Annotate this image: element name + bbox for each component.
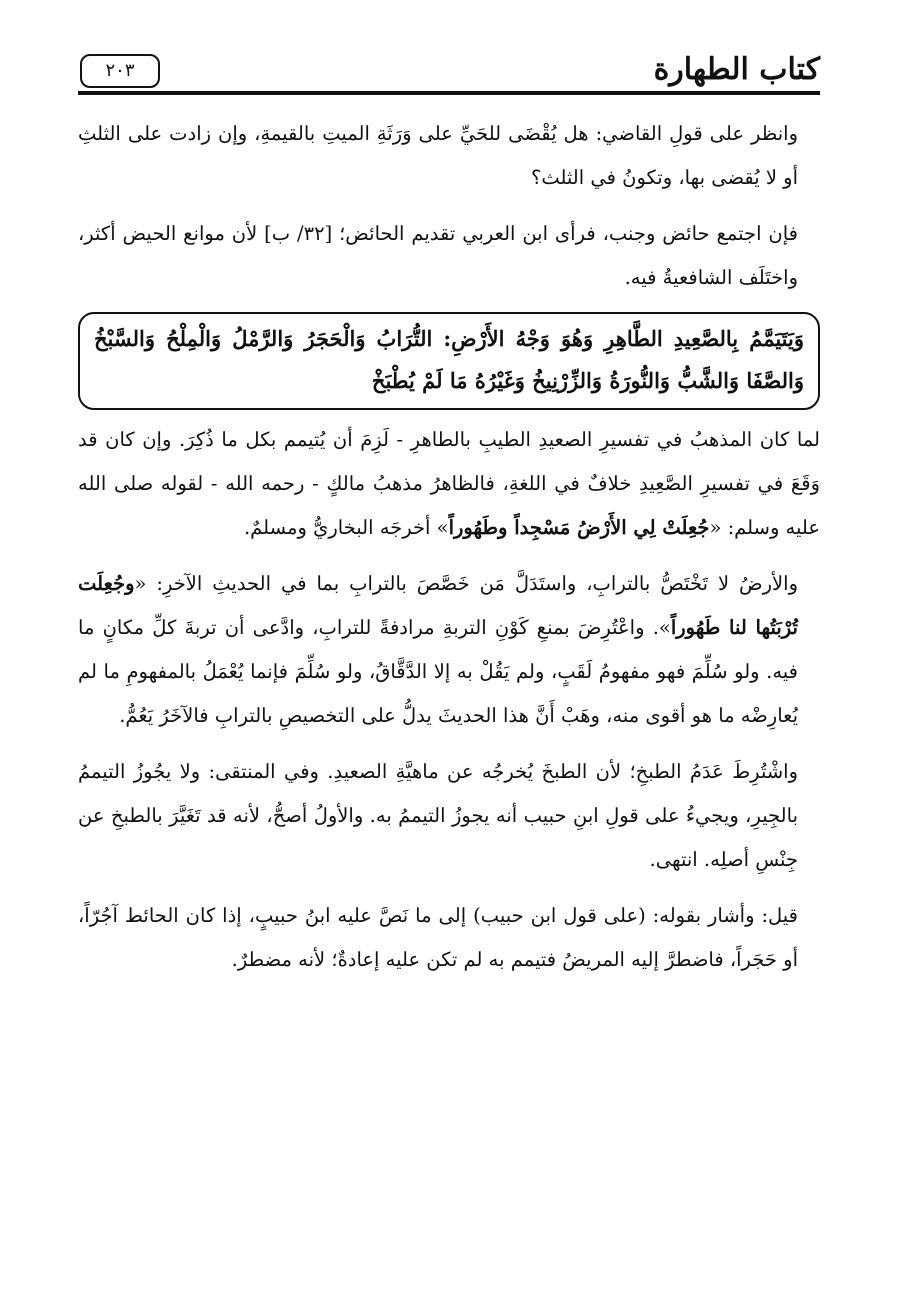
- paragraph: [78, 418, 820, 550]
- paragraph-text: لما كان المذهبُ في تفسيرِ الصعيدِ الطيبِ بالطاهرِ - لَزِمَ أن يُتيمم بكل ما ذُكِرَ. وإن كان قد وَقَعَ في تفسيرِ الصَّعِيدِ خلافٌ في اللغةِ، فالظاهرُ مذهبُ مالكٍ - رحمه الله - لقوله صلى الله عليه وسلم: «: [78, 428, 820, 539]
- paragraph: [78, 562, 820, 738]
- paragraph: وانظر على قولِ القاضي: هل يُقْضَى للحَيِّ على وَرَثَةِ الميتِ بالقيمةِ، وإن زادت على الثلثِ أو لا يُقضى بها، وتكونُ في الثلث؟: [78, 122, 798, 189]
- chapter-title: كتاب الطهارة: [653, 52, 820, 87]
- paragraph-text: ». واعْتُرِضَ بمنعِ كَوْنِ التربةِ مرادفةً للترابِ، وادَّعى أن تربةَ كلِّ مكانٍ ما فيه. ولو سُلِّمَ فهو مفهومُ لَقَبٍ، ولم يَقُلْ به إلا الدَّقَّاقُ، ولو سُلِّمَ فإنما يُعْمَلُ بالمفهومِ ما لم يُعارِضْه ما هو أقوى منه، وهَبْ أَنَّ هذا الحديثَ يدلُّ على التخصيصِ بالترابِ فالآخَرُ يَعُمُّ.: [78, 616, 798, 727]
- paragraph-text: » أخرجَه البخاريُّ ومسلمٌ.: [243, 516, 449, 539]
- hadith-quote: وجُعِلَت تُرْبَتُها لنا طَهُوراً: [78, 572, 798, 639]
- hadith-quote: جُعِلَتْ لِي الأَرْضُ مَسْجِداً وطَهُوراً: [448, 516, 710, 539]
- page-header: [78, 48, 820, 96]
- paragraph-text: والأرضُ لا تَخْتَصُّ بالترابِ، واستَدَلَّ مَن خَصَّصَ بالترابِ بما في الحديثِ الآخرِ: «: [134, 572, 798, 595]
- page-number: ٢٠٣: [80, 54, 160, 88]
- page-body: [78, 112, 820, 982]
- matn-text-box: وَيَتَيَمَّمُ بِالصَّعِيدِ الطَّاهِرِ وَهُوَ وَجْهُ الأَرْضِ: التُّرَابُ وَالْحَجَرُ وَالرَّمْلُ وَالْمِلْحُ وَالسَّبْخُ وَالصَّفَا وَالشَّبُّ وَالنُّورَةُ وَالزِّرْنِيخُ وَغَيْرُهُ مَا لَمْ يُطْبَخْ: [78, 312, 820, 410]
- paragraph: قيل: وأشار بقوله: (على قول ابن حبيب) إلى ما نَصَّ عليه ابنُ حبيبٍ، إذا كان الحائط آجُرّاً، أو حَجَراً، فاضطرَّ إليه المريضُ فتيمم به لم تكن عليه إعادةٌ؛ لأنه مضطرٌ.: [78, 904, 798, 971]
- header-divider: [78, 91, 820, 95]
- paragraph: فإن اجتمع حائض وجنب، فرأى ابن العربي تقديم الحائض؛ [٣٢/ ب] لأن موانع الحيض أكثر، واختَلَف الشافعيةُ فيه.: [78, 222, 798, 289]
- paragraph: واشْتُرِطَ عَدَمُ الطبخِ؛ لأن الطبخَ يُخرجُه عن ماهيَّةِ الصعيدِ. وفي المنتقى: ولا يجُوزُ التيممُ بالجِيرِ، ويجيءُ على قولِ ابنِ حبيب أنه يجوزُ التيممُ به. والأولُ أصحُّ، لأنه قد تَغَيَّرَ بالطبخِ عن جِنْسِ أصلِه. انتهى.: [78, 760, 798, 871]
